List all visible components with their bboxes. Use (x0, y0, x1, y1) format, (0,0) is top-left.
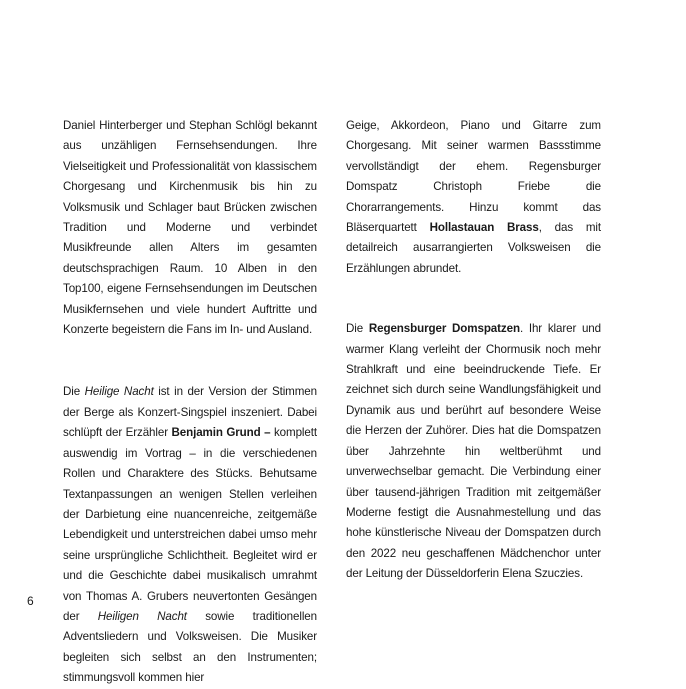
right-column (346, 116, 601, 585)
italic-title: Heiligen Nacht (97, 609, 187, 623)
bold-name: Regensburger Domspatzen (368, 322, 520, 336)
bold-name: Benjamin Grund – (171, 426, 274, 440)
paragraph-performers: Daniel Hinterberger und Stephan Schlögl bekannt aus unzähligen Fernsehsendungen. Ihre Vielseitigkeit und Professionalität von klassischem Chorgesang und Kirchenmusik bis hin zu Volksmusik und Schlager baut Brücken zwischen Tradition und Moderne und verbindet Musikfreunde allen Alters im gesamten deutschsprachigen Raum. 10 Alben in den Top100, eigene Fernsehsendungen im Deutschen Musikfernsehen und viele hundert Auftritte und Konzerte begeistern die Fans im In- und Ausland. (63, 119, 317, 337)
text-run: , das mit detailreich ausarrangierten Volksweisen die Erzählungen abrundet. (346, 221, 601, 275)
text-run: . Ihr klarer und warmer Klang verleiht der Chormusik noch mehr Strahlkraft und eine beeindruckende Tiefe. Er zeichnet sich durch seine Wandlungsfähigkeit und Dynamik aus und berührt auf besondere Weise die Herzen der Zuhörer. Dies hat die Domspatzen über Jahrzehnte hin weltberühmt und unverwechselbar gemacht. Die Verbindung einer über tausend-jährigen Tradition mit zeitgemäßer Moderne festigt die Ausnahmestellung und das hohe künstlerische Niveau der Domspatzen durch den 2022 neu geschaffenen Mädchenchor unter der Leitung der Düsseldorferin Elena Szuczies. (346, 322, 602, 581)
text-run: sowie traditionellen Adventsliedern und Volksweisen. Die Musiker begleiten sich selbst an den Instrumenten; stimmungsvoll kommen hier (63, 609, 317, 685)
text-run: Die (63, 385, 85, 399)
paragraph-gap (346, 279, 601, 319)
paragraph-instruments (346, 116, 601, 279)
text-run: ist in der Version der Stimmen der Berge als Konzert-Singspiel inszeniert. Dabei schlüpft der Erzähler (63, 385, 317, 440)
paragraph-gap (63, 340, 317, 382)
text-run: Die (346, 322, 369, 336)
text-run: komplett auswendig im Vortrag – in die verschiedenen Rollen und Charaktere des Stücks. Behutsame Textanpassungen an wenigen Stellen verleihen der Darbietung eine nuancenreiche, zeitgemäße Lebendigkeit und unterstreichen dabei umso mehr seine ursprüngliche Schlichtheit. Begleitet wird er und die Geschichte dabei musikalisch umrahmt von Thomas A. Grubers neuvertonten Gesängen der (63, 426, 317, 623)
paragraph-domspatzen (346, 319, 601, 584)
left-column (63, 116, 317, 689)
page-number: 6 (27, 594, 34, 608)
paragraph-heilige-nacht (63, 382, 317, 688)
bold-name: Hollastauan Brass (429, 221, 539, 235)
text-run: Geige, Akkordeon, Piano und Gitarre zum Chorgesang. Mit seiner warmen Bassstimme vervollständigt der ehem. Regensburger Domspatz Christoph Friebe die Chorarrangements. Hinzu kommt das Bläserquartett (346, 119, 601, 235)
italic-title: Heilige Nacht (84, 385, 154, 399)
